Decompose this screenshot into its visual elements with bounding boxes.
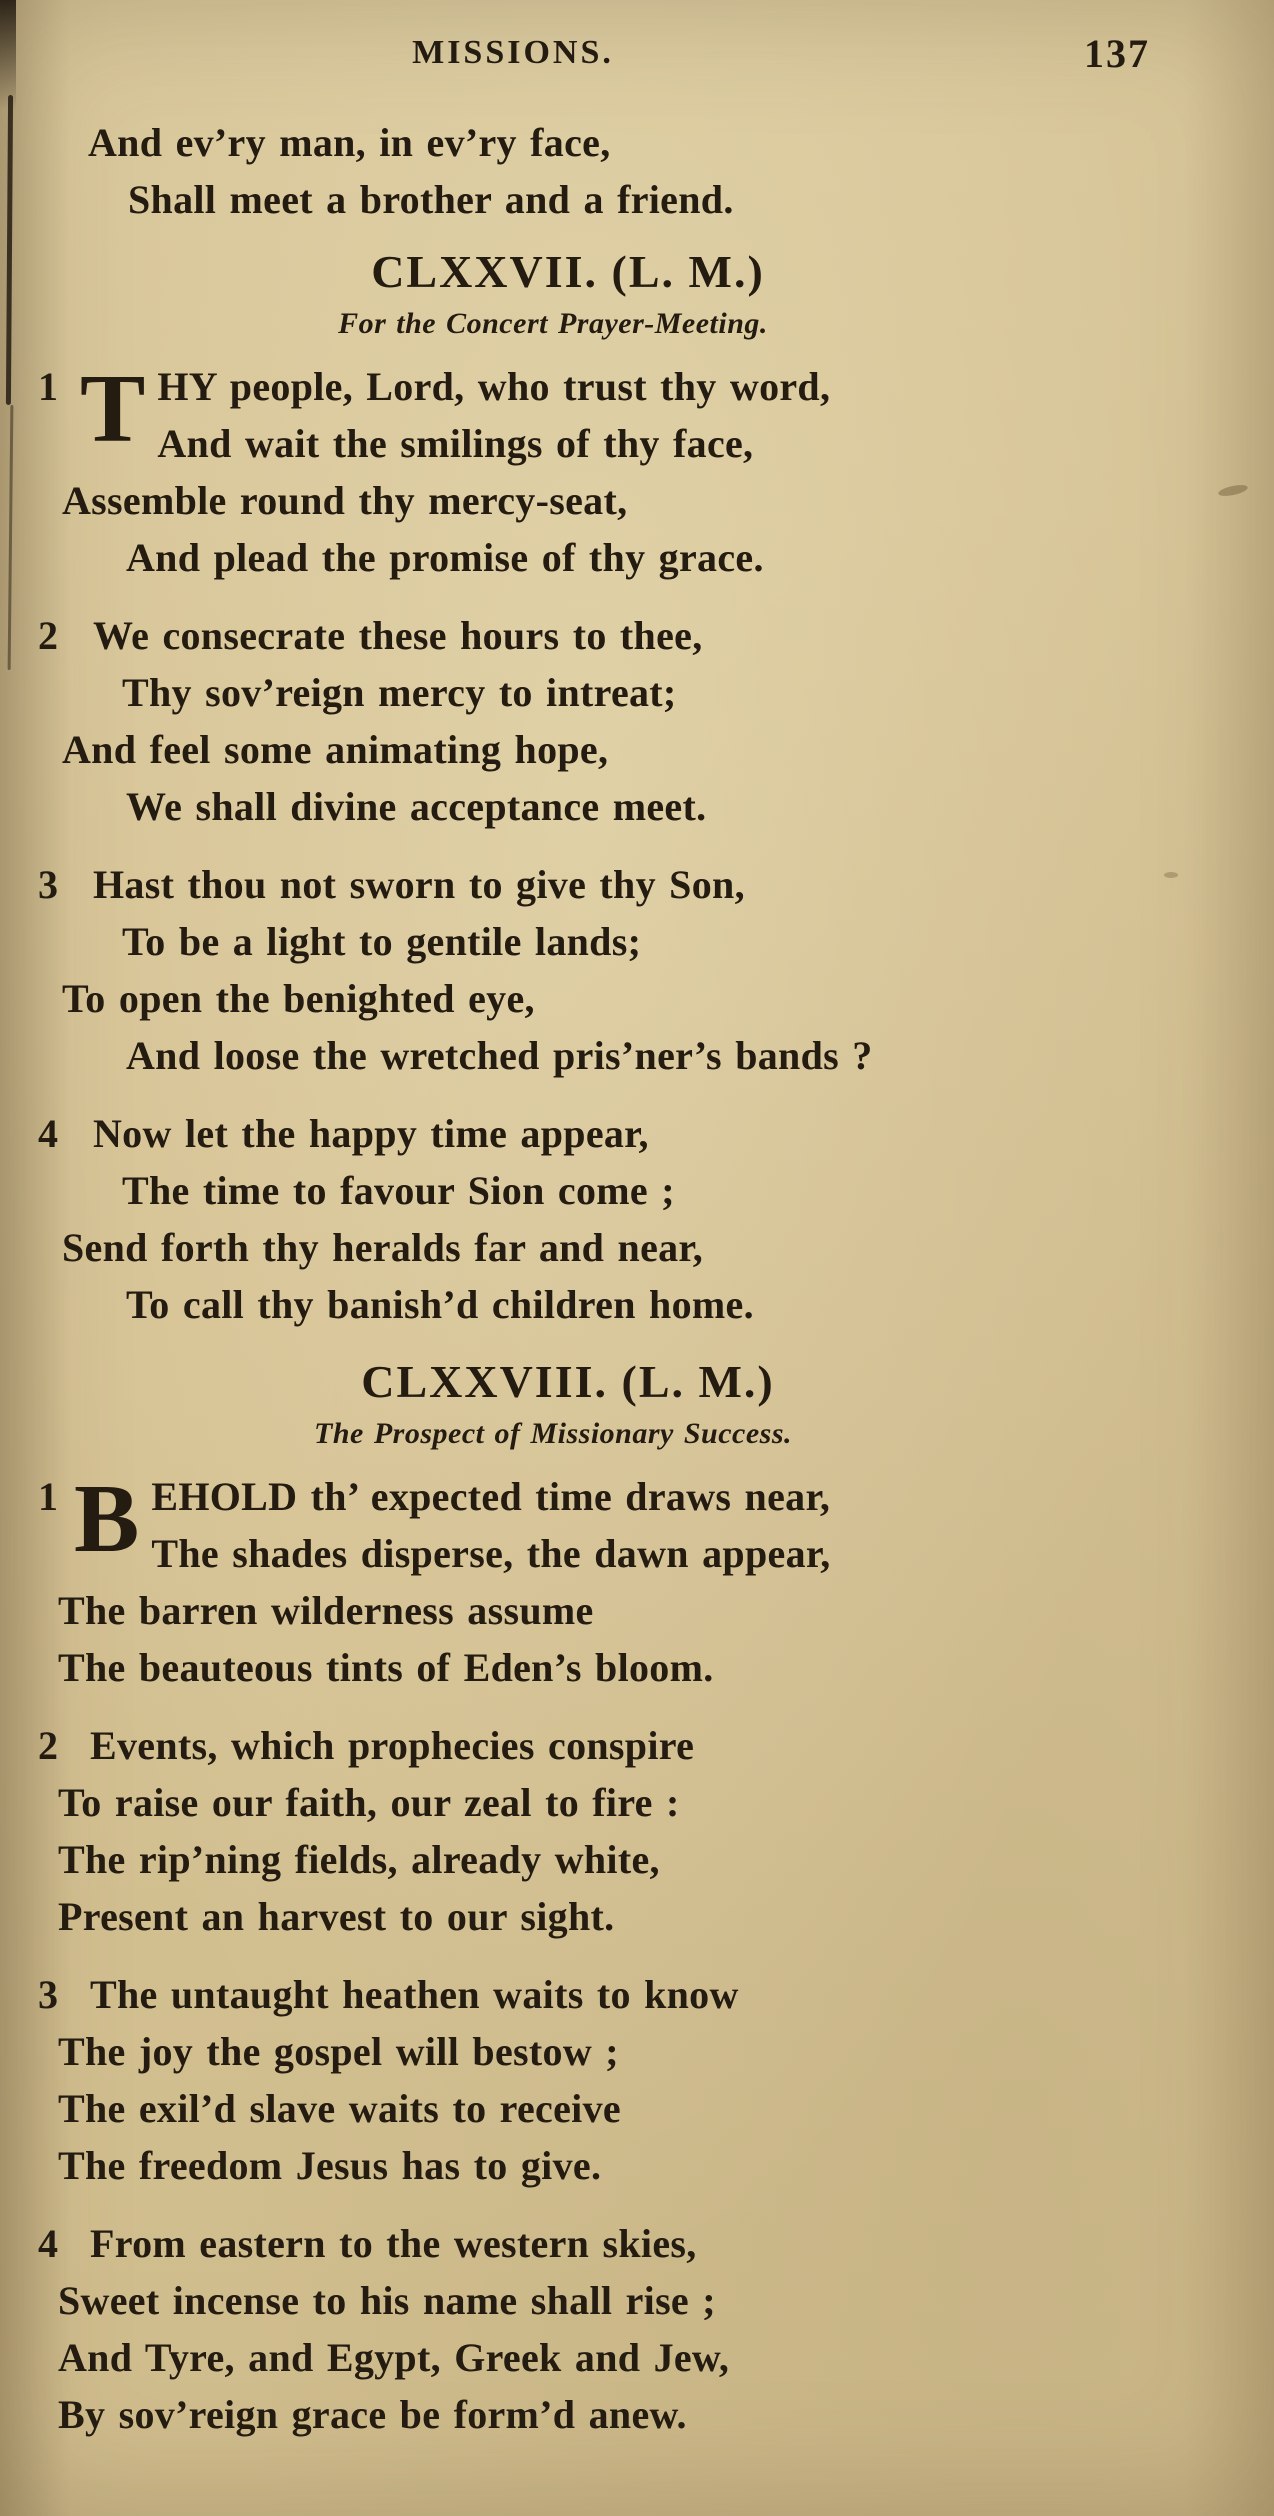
verse-line: EHOLD th’ expected time draws near,: [151, 1474, 831, 1519]
verse-line: To call thy banish’d children home.: [126, 1282, 754, 1327]
verse-line: From eastern to the western skies,: [90, 2221, 697, 2266]
verse-number: 1: [38, 1474, 58, 1519]
verse-line: And Tyre, and Egypt, Greek and Jew,: [58, 2335, 730, 2380]
verse-line: The untaught heathen waits to know: [90, 1972, 739, 2017]
verse-line: HY people, Lord, who trust thy word,: [157, 364, 831, 409]
verse-line: And feel some animating hope,: [62, 727, 609, 772]
verse-line: The joy the gospel will bestow ;: [58, 2029, 619, 2074]
verse-line: We consecrate these hours to thee,: [93, 613, 703, 658]
verse: [38, 607, 1158, 835]
verse: [38, 355, 1158, 586]
verse-line: And loose the wretched pris’ner’s bands ?: [126, 1033, 873, 1078]
verse-line: Sweet incense to his name shall rise ;: [58, 2278, 716, 2323]
verse-line: Now let the happy time appear,: [93, 1111, 649, 1156]
verse-number: 4: [38, 1111, 58, 1156]
verse-line: And wait the smilings of thy face,: [157, 421, 754, 466]
verse-line: The freedom Jesus has to give.: [58, 2143, 602, 2188]
verse-line: By sov’reign grace be form’d anew.: [58, 2392, 687, 2437]
verse-line: The beauteous tints of Eden’s bloom.: [58, 1645, 714, 1690]
verse-line: Thy sov’reign mercy to intreat;: [122, 670, 677, 715]
hymn-heading: CLXXVII. (L. M.): [371, 246, 765, 297]
verse-line: The shades disperse, the dawn appear,: [151, 1531, 831, 1576]
hymn-heading: CLXXVIII. (L. M.): [361, 1356, 775, 1407]
verse-number: 2: [38, 613, 58, 658]
verse-line: Send forth thy heralds far and near,: [62, 1225, 704, 1270]
verse: [38, 1465, 1158, 1696]
hymn-subtitle: The Prospect of Missionary Success.: [314, 1417, 792, 1450]
verse-line: To open the benighted eye,: [62, 976, 535, 1021]
scan-artifact: [1217, 483, 1248, 498]
previous-hymn-ending: [38, 114, 1158, 228]
verse-line: We shall divine acceptance meet.: [126, 784, 707, 829]
verse-line: The exil’d slave waits to receive: [58, 2086, 621, 2131]
verse: [38, 1105, 1158, 1333]
verse-line: Present an harvest to our sight.: [58, 1894, 615, 1939]
verse-number: 3: [38, 1972, 58, 2017]
verse-line: The time to favour Sion come ;: [122, 1168, 675, 1213]
verse-line: The rip’ning fields, already white,: [58, 1837, 660, 1882]
verse: [38, 856, 1158, 1084]
verse: [38, 2215, 1158, 2443]
verse-line: And plead the promise of thy grace.: [126, 535, 764, 580]
verse-number: 2: [38, 1723, 58, 1768]
verse: [38, 1966, 1158, 2194]
verse-line: Events, which prophecies conspire: [90, 1723, 695, 1768]
dropcap-letter: B: [74, 1465, 140, 1573]
verse-line: Shall meet a brother and a friend.: [128, 177, 734, 222]
hymn-subtitle: For the Concert Prayer-Meeting.: [338, 307, 768, 340]
scan-artifact: [1164, 872, 1178, 878]
verse-line: To raise our faith, our zeal to fire :: [58, 1780, 680, 1825]
hymn-178: [38, 1354, 1158, 2443]
verse-number: 4: [38, 2221, 58, 2266]
dropcap-letter: T: [80, 355, 146, 463]
hymn-177: [38, 244, 1158, 1333]
verse-line: And ev’ry man, in ev’ry face,: [88, 120, 611, 165]
page-number: 137: [1084, 31, 1150, 76]
verse-line: Assemble round thy mercy-seat,: [62, 478, 628, 523]
verse-line: To be a light to gentile lands;: [122, 919, 642, 964]
verse-line: The barren wilderness assume: [58, 1588, 594, 1633]
running-title: MISSIONS.: [412, 34, 614, 71]
verse-line: Hast thou not sworn to give thy Son,: [93, 862, 745, 907]
verse-number: 1: [38, 364, 58, 409]
page-header: [38, 31, 1158, 96]
verse: [38, 1717, 1158, 1945]
verse-number: 3: [38, 862, 58, 907]
